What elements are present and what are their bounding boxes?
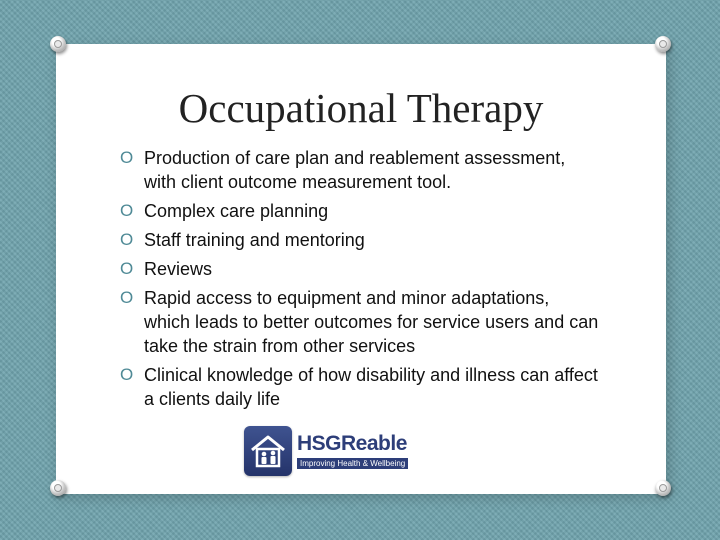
- bullet-text: Complex care planning: [144, 201, 329, 221]
- pushpin-icon: [655, 480, 671, 496]
- bullet-marker: O: [120, 230, 134, 249]
- bullet-item: [120, 146, 600, 194]
- bullet-text: Staff training and mentoring: [144, 230, 365, 250]
- logo-name: HSGReable: [297, 432, 407, 455]
- bullet-text: Clinical knowledge of how disability and illness can affect a clients daily life: [144, 365, 598, 409]
- hsgreable-logo: [244, 424, 440, 478]
- bullet-marker: O: [120, 201, 134, 220]
- bullet-list: [120, 146, 600, 416]
- logo-tagline: Improving Health & Wellbeing: [297, 458, 408, 469]
- pushpin-icon: [50, 480, 66, 496]
- logo-text: [297, 433, 408, 469]
- bullet-item: [120, 199, 600, 223]
- pushpin-icon: [655, 36, 671, 52]
- bullet-item: [120, 257, 600, 281]
- bullet-marker: O: [120, 148, 134, 167]
- bullet-text: Production of care plan and reablement assessment, with client outcome measurement tool.: [144, 148, 566, 192]
- slide-title: Occupational Therapy: [178, 85, 544, 131]
- bullet-item: [120, 228, 600, 252]
- bullet-item: [120, 286, 600, 358]
- pushpin-icon: [50, 36, 66, 52]
- bullet-text: Rapid access to equipment and minor adaptations, which leads to better outcomes for service users and can take the strain from other services: [144, 288, 599, 356]
- bullet-text: Reviews: [144, 259, 213, 279]
- bullet-marker: O: [120, 288, 134, 307]
- bullet-marker: O: [120, 259, 134, 278]
- house-people-icon: [244, 426, 292, 476]
- bullet-item: [120, 363, 600, 411]
- bullet-marker: O: [120, 365, 134, 384]
